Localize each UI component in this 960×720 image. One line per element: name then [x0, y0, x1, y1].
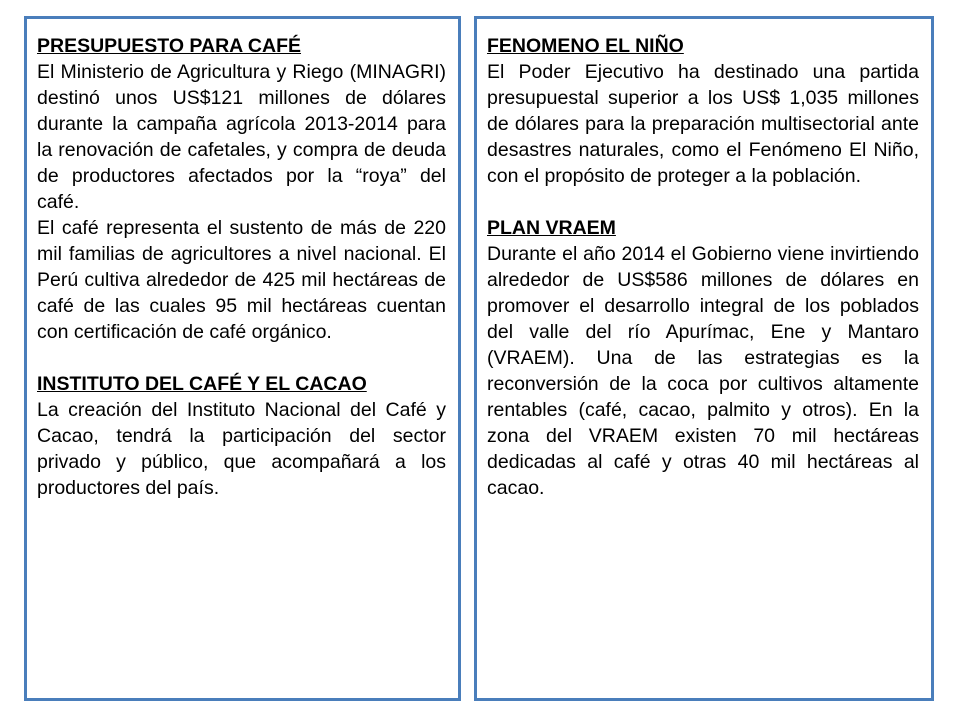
vraem-heading: PLAN VRAEM — [487, 217, 616, 239]
left-text-panel — [24, 16, 461, 701]
fenomeno-paragraph: El Poder Ejecutivo ha destinado una partida presupuestal superior a los US$ 1,035 millones de dólares para la preparación multisectorial ante desastres naturales, como el Fenómeno El Niño, con el propósito de proteger a la población. — [487, 61, 919, 187]
vraem-paragraph: Durante el año 2014 el Gobierno viene invirtiendo alrededor de US$586 millones de dólares en promover el desarrollo integral de los poblados del valle del río Apurímac, Ene y Mantaro (VRAEM). Una de las estrategias es la reconversión de la coca por cultivos altamente rentables (café, cacao, palmito y otros). En la zona del VRAEM existen 70 mil hectáreas dedicadas al café y otras 40 mil hectáreas al cacao. — [487, 243, 919, 499]
presupuesto-paragraph-1: El Ministerio de Agricultura y Riego (MINAGRI) destinó unos US$121 millones de dólares durante la campaña agrícola 2013-2014 para la renovación de cafetales, y compra de deuda de productores afectados por la “roya” del café. — [37, 61, 446, 213]
presupuesto-heading: PRESUPUESTO PARA CAFÉ — [37, 35, 302, 57]
instituto-heading: INSTITUTO DEL CAFÉ Y EL CACAO — [37, 373, 367, 395]
fenomeno-heading: FENOMENO EL NIÑO — [487, 35, 684, 57]
section-spacer — [37, 345, 446, 371]
presupuesto-paragraph-2: El café representa el sustento de más de 220 mil familias de agricultores a nivel nacional. El Perú cultiva alrededor de 425 mil hectáreas de café de las cuales 95 mil hectáreas cuentan con certificación de café orgánico. — [37, 217, 446, 343]
instituto-paragraph: La creación del Instituto Nacional del Café y Cacao, tendrá la participación del sector privado y público, que acompañará a los productores del país. — [37, 399, 446, 499]
section-spacer — [487, 189, 919, 215]
right-text-panel — [474, 16, 934, 701]
